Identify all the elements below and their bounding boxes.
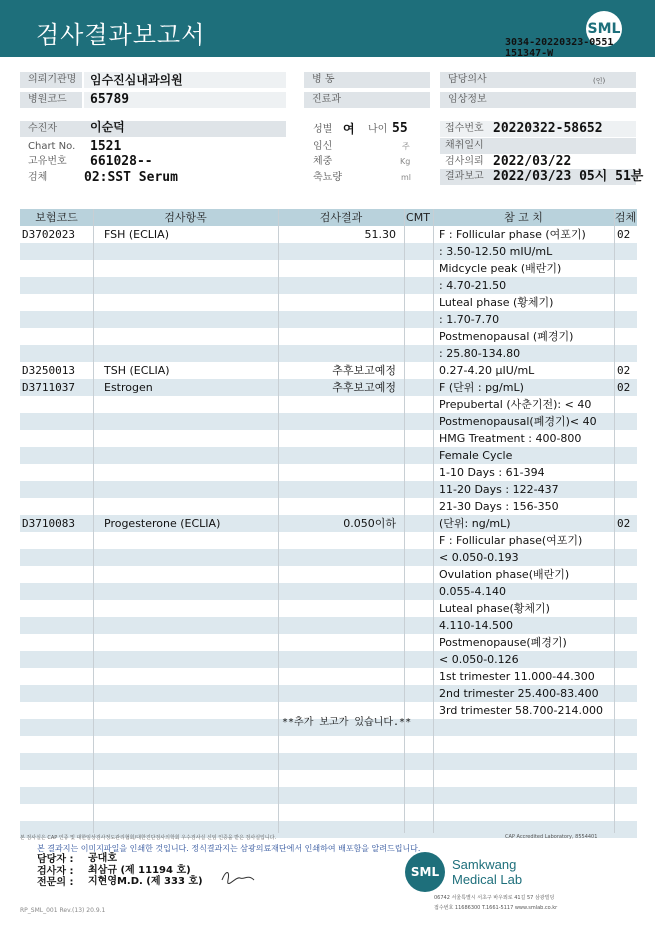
id-label: 고유번호 [28,156,67,167]
reference-cell: HMG Treatment : 400-800 [439,432,582,445]
reference-cell: Midcycle peak (배란기) [439,262,562,275]
insurance-code-cell: D3710083 [22,517,75,530]
reference-cell: < 0.050-0.193 [439,551,519,564]
receipt-number: 20220322-58652 [493,121,603,136]
doc-number-line1: 3034-20220323-0551 [505,37,614,48]
inspector-label: 검사자 : [37,866,74,877]
reference-cell: 21-30 Days : 156-350 [439,500,559,513]
reference-cell: F (단위 : pg/mL) [439,381,524,394]
col-divider [433,209,434,833]
col-divider [278,209,279,833]
receipt-label: 접수번호 [445,123,484,134]
reference-cell: F : Follicular phase (여포기) [439,228,586,241]
report-title: 검사결과보고서 [36,21,206,49]
manager-name: 공대호 [88,853,117,864]
clinical-info-label: 임상정보 [440,92,636,108]
institution-label: 의뢰기관명 [20,72,82,88]
table-row-stripe [20,549,637,566]
table-row-stripe [20,447,637,464]
insurance-code-cell: D3702023 [22,228,75,241]
hospital-code-label: 병원코드 [20,92,82,108]
table-row-stripe [20,753,637,770]
col-specimen: 검체 [614,211,637,224]
additional-report-note: **추가 보고가 있습니다.** [282,717,412,728]
reference-cell: Prepubertal (사춘기전): < 40 [439,398,592,411]
age: 55 [392,121,408,136]
specialist-name: 지현영M.D. (제 333 호) [88,876,203,887]
specimen-cell: 02 [617,364,631,377]
reference-cell: : 25.80-134.80 [439,347,521,360]
specimen-cell: 02 [617,517,631,530]
reference-cell: Ovulation phase(배란기) [439,568,570,581]
image-notice: 본 결과지는 이미지파일을 인쇄한 것입니다. 정식결과지는 삼광의료재단에서 인쇄하여 배포함을 알려드립니다. [37,844,421,853]
weight-unit: Kg [400,157,411,166]
col-reference: 참 고 치 [504,211,543,224]
specimen: 02:SST Serum [84,170,178,185]
id-number: 661028-- [90,154,153,169]
chart-label: Chart No. [28,141,76,152]
test-item-cell: Estrogen [104,381,153,394]
specimen-cell: 02 [617,381,631,394]
table-row-stripe [20,651,637,668]
reference-cell: Postmenopausal (폐경기) [439,330,574,343]
sex: 여 [343,122,355,136]
reference-cell: 3rd trimester 58.700-214.000 [439,704,603,717]
table-row-stripe [20,345,637,362]
result-cell: 추후보고예정 [332,364,396,377]
doctor-sign: (인) [593,77,606,85]
sex-label: 성별 [313,124,333,135]
brand-name [452,857,522,887]
patient-label: 수진자 [20,121,286,137]
reference-cell: : 1.70-7.70 [439,313,500,326]
table-row-stripe [20,277,637,294]
sml-logo: SML [586,11,622,47]
result-cell: 0.050이하 [343,517,396,530]
reference-cell: Luteal phase(황체기) [439,602,550,615]
result-cell: 51.30 [364,228,396,241]
test-item-cell: TSH (ECLIA) [104,364,170,377]
reference-cell: Postmenopause(폐경기) [439,636,567,649]
reference-cell: 0.055-4.140 [439,585,506,598]
report-label: 결과보고 [445,171,484,182]
certification-note: 본 검사실은 CAP 인증 및 대한임상검사정도관리협회/대한진단검사의학회 우수검사실 신임 인증을 받은 검사실입니다. [20,835,277,841]
col-divider [404,209,405,833]
col-test-item: 검사항목 [164,211,207,224]
table-row-stripe [20,617,637,634]
inspector-name: 최삼규 (제 11194 호) [88,865,191,876]
table-row-stripe [20,787,637,804]
weight-label: 체중 [313,156,333,167]
table-row-stripe [20,311,637,328]
report-date: 2022/03/23 05시 51분 [493,169,644,184]
form-code: RP_SML_001 Rev.(13) 20.9.1 [20,907,106,914]
request-label: 검사의뢰 [445,156,484,167]
reference-cell: : 4.70-21.50 [439,279,507,292]
institution-name: 임수진심내과의원 [90,73,183,87]
results-table-header [20,209,637,226]
test-item-cell: FSH (ECLIA) [104,228,169,241]
urine-unit: ml [401,173,412,182]
col-result: 검사결과 [319,211,363,224]
reference-cell: 2nd trimester 25.400-83.400 [439,687,599,700]
sml-footer-logo: SML [405,852,445,892]
specimen-label: 검체 [28,172,48,183]
hospital-code: 65789 [90,92,130,107]
reference-cell: 1st trimester 11.000-44.300 [439,670,595,683]
document-number [505,37,613,59]
reference-cell: Luteal phase (황체기) [439,296,554,309]
patient-name: 이순덕 [90,120,125,134]
reference-cell: 4.110-14.500 [439,619,513,632]
insurance-code-cell: D3250013 [22,364,75,377]
cap-accreditation: CAP Accredited Laboratory, 8554401 [505,834,598,840]
brand-line2: Medical Lab [452,872,523,887]
doc-number-line2: 151347-W [505,48,554,59]
reference-cell: < 0.050-0.126 [439,653,519,666]
insurance-code-cell: D3711037 [22,381,75,394]
manager-label: 담당자 : [37,854,74,865]
reference-cell: F : Follicular phase(여포기) [439,534,583,547]
reference-cell: 11-20 Days : 122-437 [439,483,559,496]
specialist-label: 전문의 : [37,877,74,888]
reference-cell: Female Cycle [439,449,513,462]
table-row-stripe [20,583,637,600]
chart-number: 1521 [90,139,122,154]
doctor-label: 담당의사 [440,72,636,88]
col-divider [93,209,94,833]
brand-line1: Samkwang [452,857,517,872]
request-date: 2022/03/22 [493,154,572,169]
result-cell: 추후보고예정 [332,381,396,394]
signature-icon [220,868,256,884]
contact: 접수번호 11686300 T.1661-5117 www.smlab.co.kr [434,905,558,911]
reference-cell: : 3.50-12.50 mIU/mL [439,245,553,258]
ward-label: 병 동 [304,72,430,88]
col-divider [614,209,615,833]
reference-cell: (단위: ng/mL) [439,517,511,530]
address: 06742 서울특별시 서초구 바우뫼로 41길 57 삼광빌딩 [434,895,555,901]
test-item-cell: Progesterone (ECLIA) [104,517,221,530]
urine-label: 축뇨량 [313,172,342,183]
reference-cell: 0.27-4.20 µIU/mL [439,364,535,377]
pregnancy-unit: 주 [402,142,410,151]
reference-cell: 1-10 Days : 61-394 [439,466,545,479]
col-insurance-code: 보험코드 [35,211,78,224]
specimen-cell: 02 [617,228,631,241]
dept-label: 진료과 [304,92,430,108]
reference-cell: Postmenopausal(폐경기)< 40 [439,415,597,428]
age-label: 나이 [368,124,388,135]
pregnancy-label: 임신 [313,141,333,152]
col-cmt: CMT [406,211,430,224]
collect-label: 채취일시 [445,140,484,151]
